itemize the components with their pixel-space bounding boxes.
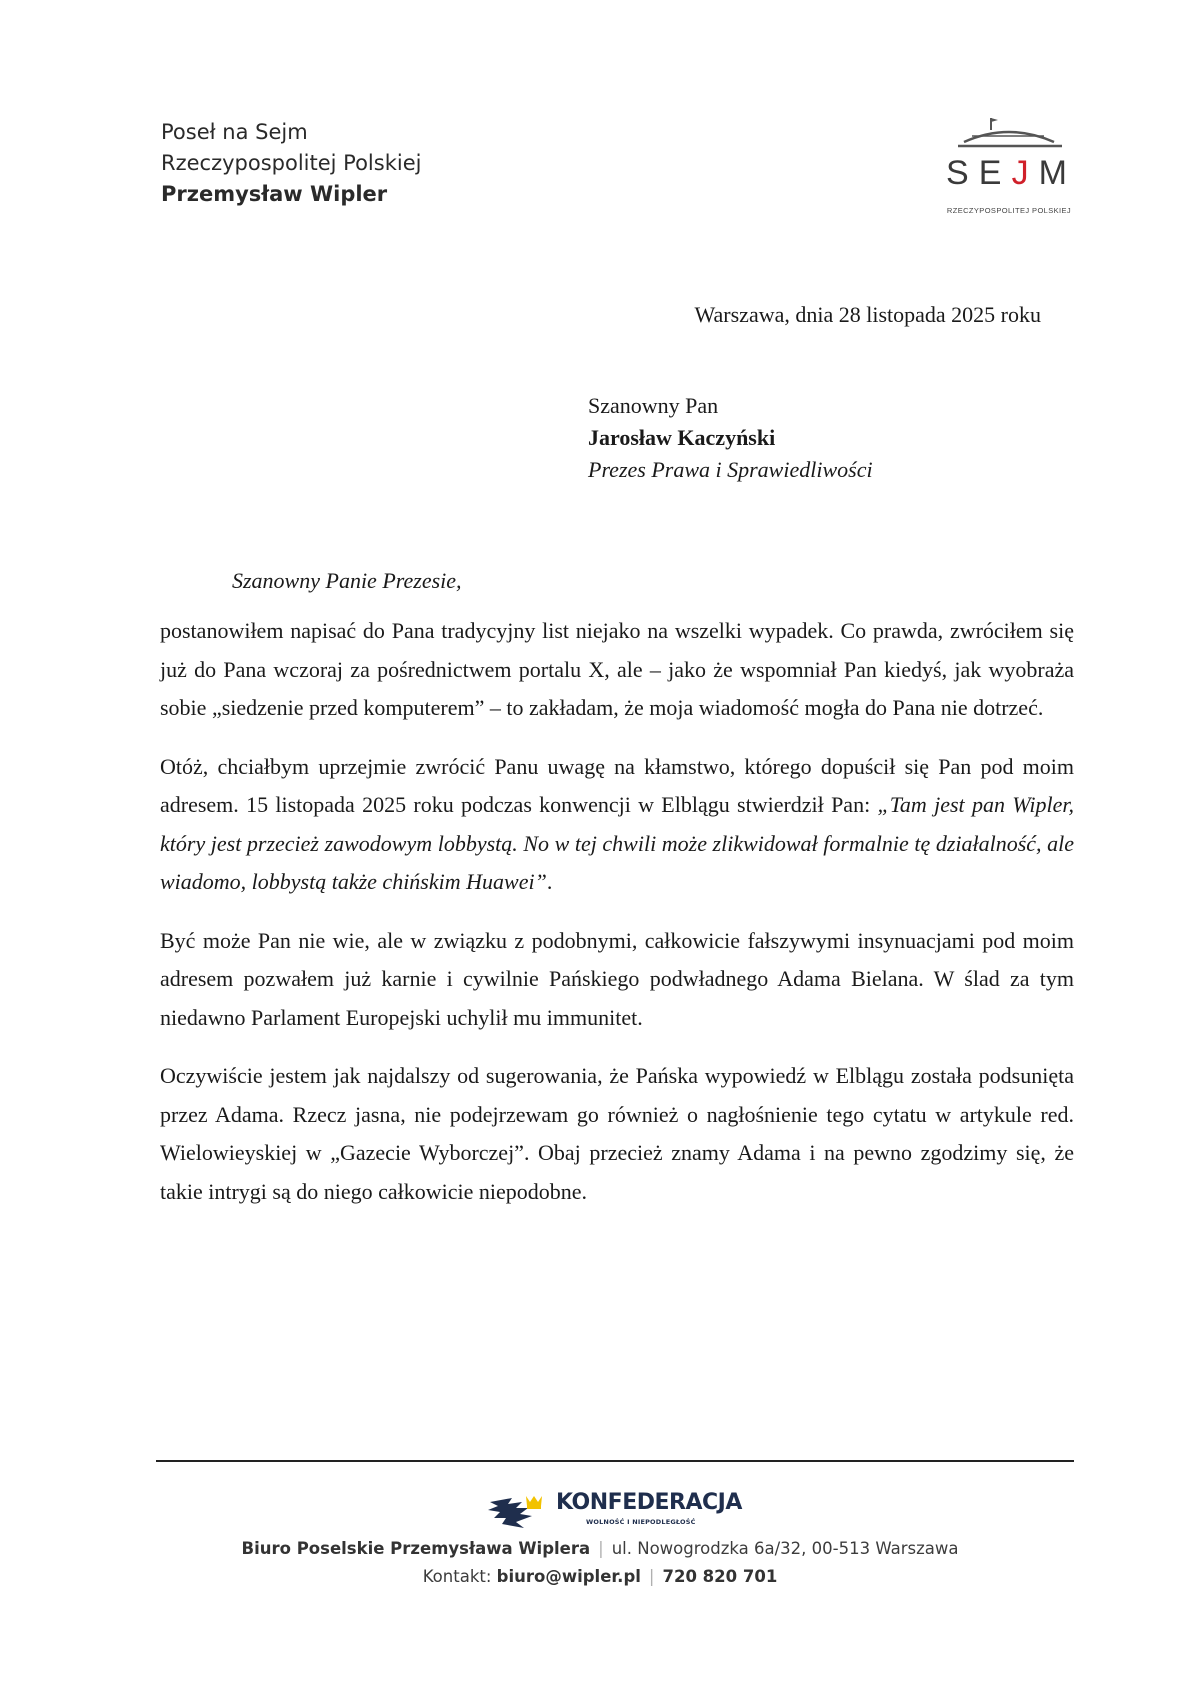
- paragraph-2: [160, 748, 1074, 902]
- paragraph-2-start: Otóż, chciałbym uprzejmie zwrócić Panu uwagę na kłamstwo, którego dopuścił się Pan pod moim adresem. 15 listopada 2025 roku podczas konwencji w Elblągu stwierdził Pan:: [160, 753, 1074, 817]
- letter-date: Warszawa, dnia 28 listopada 2025 roku: [694, 302, 1041, 327]
- office-address-line: [0, 1539, 1200, 1558]
- sender-role: Poseł na Sejm: [161, 120, 308, 144]
- sejm-building-icon: [958, 118, 1062, 146]
- sejm-subtitle: RZECZYPOSPOLITEJ POLSKIEJ: [946, 206, 1072, 215]
- letter-body: [160, 612, 1074, 1231]
- recipient-block: [588, 390, 873, 486]
- salutation: Szanowny Panie Prezesie,: [232, 568, 462, 593]
- paragraph-2-end: .: [546, 869, 553, 894]
- paragraph-1: postanowiłem napisać do Pana tradycyjny list niejako na wszelki wypadek. Co prawda, zwróciłem się już do Pana wczoraj za pośrednictwem portalu X, ale – jako że wspomniał Pan kiedyś, jak wyobraża sobie „siedzenie przed komputerem” – to zakładam, że moja wiadomość mogła do Pana nie dotrzeć.: [160, 618, 1074, 720]
- sejm-letter-e: E: [978, 154, 1003, 192]
- contact-email[interactable]: biuro@wipler.pl: [496, 1567, 641, 1586]
- paragraph-4: Oczywiście jestem jak najdalszy od sugerowania, że Pańska wypowiedź w Elblągu została podsunięta przez Adama. Rzecz jasna, nie podejrzewam go również o nagłośnienie tego cytatu w artykule red. Wielowieyskiej w „Gazecie Wyborczej”. Obaj przecież znamy Adama i na pewno zgodzimy się, że takie intrygi są do niego całkowicie niepodobne.: [160, 1063, 1074, 1204]
- konfederacja-eagle-icon: [486, 1488, 546, 1532]
- sejm-wordmark: [946, 154, 1068, 193]
- recipient-title: Prezes Prawa i Sprawiedliwości: [588, 457, 873, 482]
- paragraph-3: Być może Pan nie wie, ale w związku z podobnymi, całkowicie fałszywymi insynuacjami pod moim adresem pozwałem już karnie i cywilnie Pańskiego podwładnego Adama Bielana. W ślad za tym niedawno Parlament Europejski uchylił mu immunitet.: [160, 927, 1074, 1030]
- contact-phone[interactable]: 720 820 701: [662, 1567, 778, 1586]
- konfederacja-brand: KONFEDERACJA: [556, 1490, 742, 1515]
- office-address: ul. Nowogrodzka 6a/32, 00-513 Warszawa: [611, 1539, 959, 1558]
- contact-label: Kontakt:: [422, 1567, 492, 1586]
- quote: „Tam jest pan Wipler, który jest przecież zawodowym lobbystą. No w tej chwili może zlikwidował formalnie tę działalność, ale wiadomo, lobbystą także chińskim Huawei”: [160, 792, 1074, 894]
- office-contact-line: [0, 1567, 1200, 1586]
- sejm-letter-s: S: [946, 154, 970, 192]
- separator: |: [648, 1567, 655, 1586]
- office-name: Biuro Poselskie Przemysława Wiplera: [241, 1539, 591, 1558]
- sender-name: Przemysław Wipler: [161, 182, 388, 206]
- separator: |: [598, 1539, 604, 1558]
- sejm-letter-j: J: [1011, 154, 1030, 192]
- sender-country: Rzeczypospolitej Polskiej: [161, 151, 422, 175]
- recipient-name: Jarosław Kaczyński: [588, 425, 776, 450]
- recipient-greeting: Szanowny Pan: [588, 393, 719, 418]
- footer-divider: [156, 1460, 1074, 1462]
- sejm-letter-m: M: [1038, 154, 1068, 192]
- sender-block: [161, 117, 421, 210]
- konfederacja-tagline: WOLNOŚĆ I NIEPODLEGŁOŚĆ: [586, 1518, 696, 1526]
